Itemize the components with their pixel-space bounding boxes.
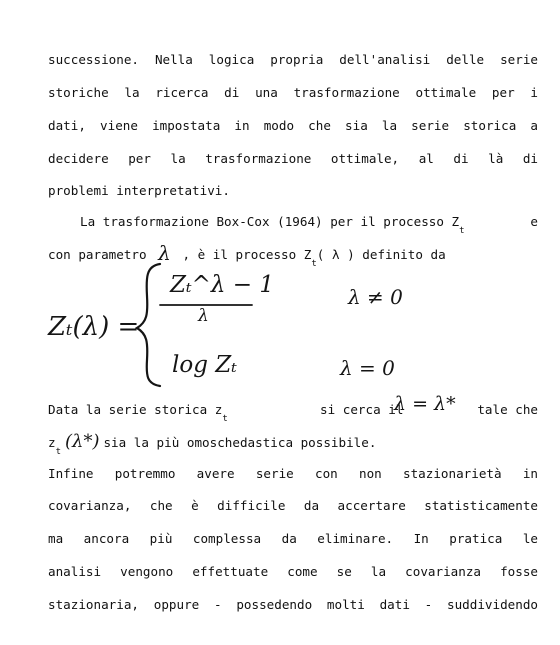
text-segment: con parametro [48, 247, 147, 262]
subscript: t [459, 226, 465, 236]
text-line: storiche la ricerca di una trasformazione ottimale per i [48, 85, 538, 100]
text-line [48, 466, 538, 482]
text-line: successione. Nella logica propria dell'analisi delle serie [48, 52, 538, 67]
text-line: analisi vengono effettuate come se la covarianza fosse [48, 564, 538, 579]
text-line: covarianza, che è difficile da accertare statisticamente [48, 498, 538, 513]
subscript: t [311, 259, 317, 269]
text-segment: si cerca il [320, 402, 404, 417]
text-segment: z [48, 435, 56, 450]
case2-condition: λ = 0 [340, 356, 395, 380]
lambda-equals-lambda-star: λ = λ* [394, 393, 456, 415]
text-line: ma ancora più complessa da eliminare. In pratica le [48, 531, 538, 546]
text-line: dati, viene impostata in modo che sia la serie storica a [48, 118, 538, 133]
text-line [48, 393, 538, 424]
text-line: stazionaria, oppure - possedendo molti dati - suddividendo [48, 597, 538, 612]
lambda-handwritten: λ [158, 241, 171, 265]
case1-denominator: λ [198, 306, 209, 326]
text-segment: e [530, 214, 538, 229]
text-segment: , è il processo Z [182, 247, 312, 262]
text-line: decidere per la trasformazione ottimale, al di là di [48, 151, 538, 166]
subscript: t [222, 414, 228, 424]
text-segment: tale che [477, 402, 538, 417]
subscript: t [55, 447, 62, 457]
text-segment: sia la più omoschedastica possibile. [103, 435, 377, 450]
text-line [48, 431, 538, 457]
case2-expression: log Zₜ [172, 352, 237, 378]
text-segment: ( λ ) definito da [316, 247, 446, 262]
lambda-star: (λ*) [65, 431, 100, 452]
brace [137, 264, 160, 386]
text-line: problemi interpretativi. [48, 183, 230, 198]
text-segment: Infine potremmo avere serie con non stazionarietà in [48, 466, 538, 481]
text-segment: Data la serie storica z [48, 402, 223, 417]
formula-lhs: Zₜ(λ) = [48, 312, 140, 342]
case1-numerator: Zₜ^λ − 1 [170, 272, 275, 298]
text-segment: La trasformazione Box-Cox (1964) per il processo Z [80, 214, 460, 229]
case1-condition: λ ≠ 0 [348, 285, 403, 309]
